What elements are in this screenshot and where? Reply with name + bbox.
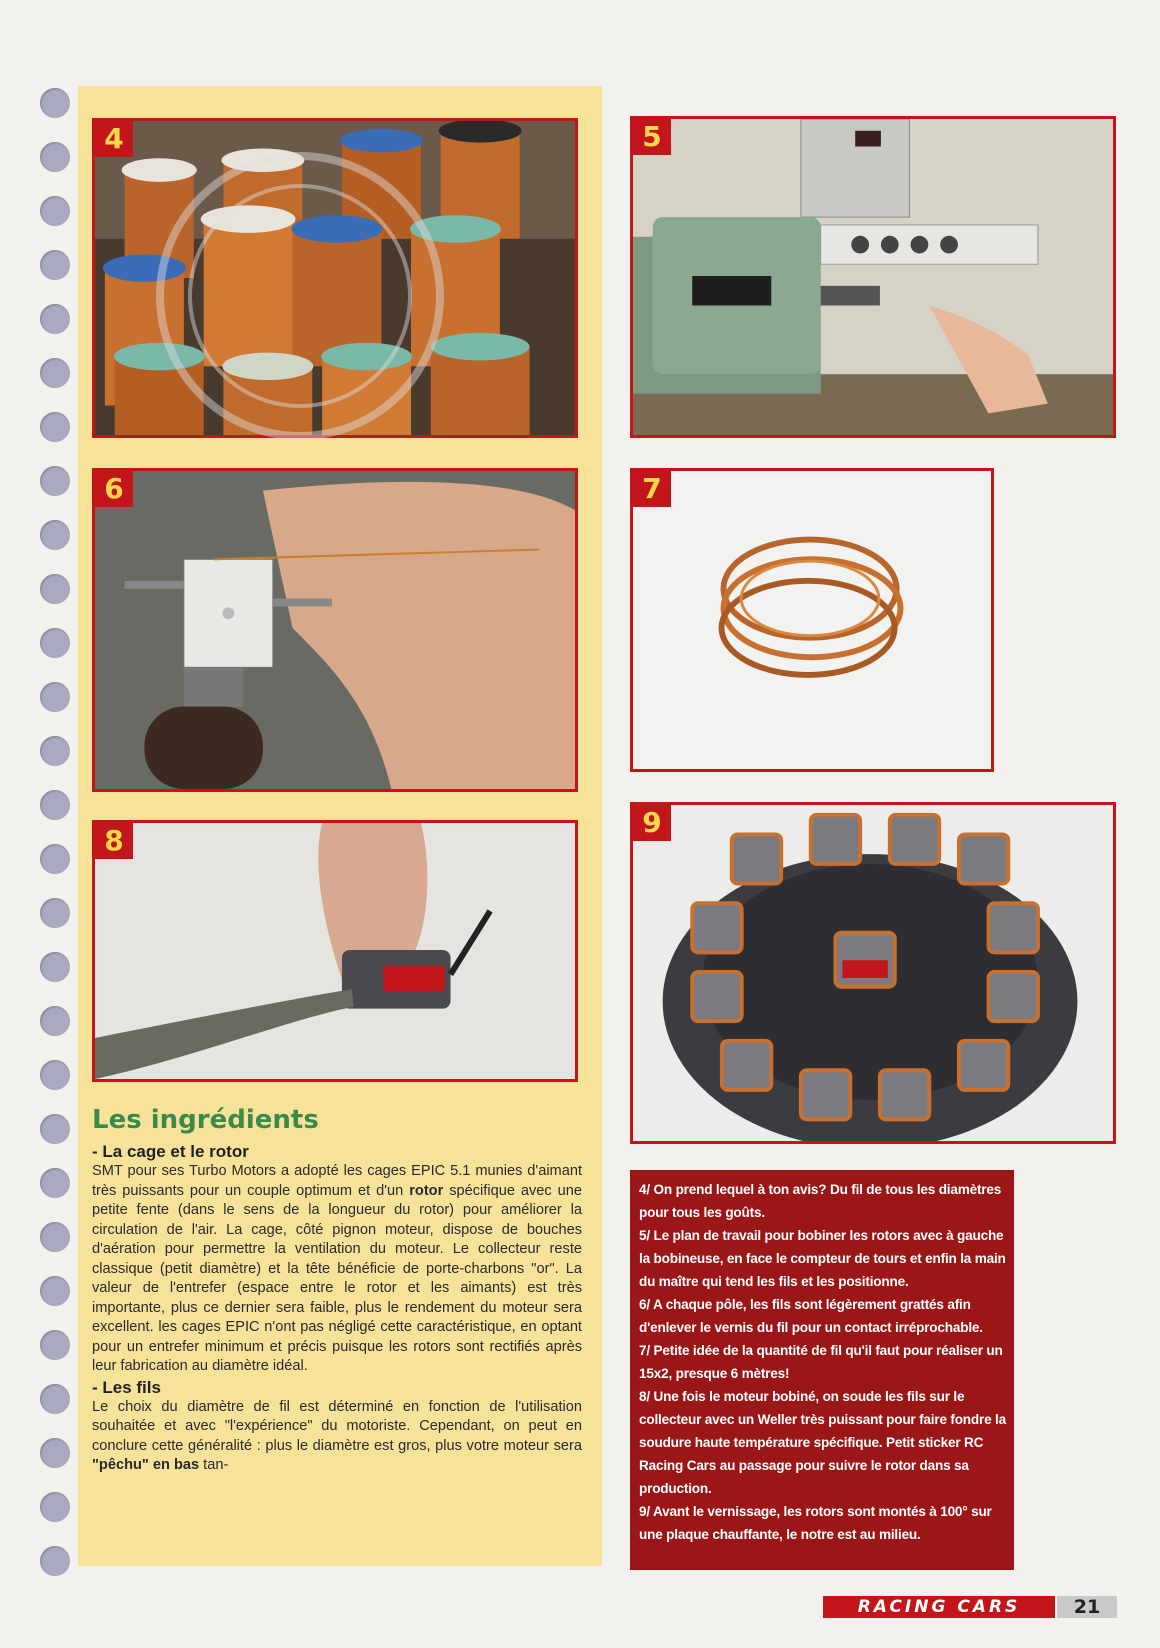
- photo-wire-coil: [630, 468, 994, 772]
- soldering-rotor-image: [95, 823, 575, 1079]
- punch-hole: [40, 88, 70, 118]
- punch-hole: [40, 1276, 70, 1306]
- punch-hole: [40, 952, 70, 982]
- magazine-brand-footer: RACING CARS: [823, 1596, 1055, 1618]
- punch-hole: [40, 682, 70, 712]
- photo-rotors-heating-plate: [630, 802, 1116, 1144]
- punch-hole: [40, 142, 70, 172]
- punch-hole: [40, 1384, 70, 1414]
- punch-hole: [40, 736, 70, 766]
- punch-hole: [40, 1330, 70, 1360]
- punch-hole: [40, 790, 70, 820]
- caption-9: 9/ Avant le vernissage, les rotors sont montés à 100° sur une plaque chauffante, le notre est au milieu.: [639, 1504, 992, 1542]
- section-paragraph-cage-rotor: [92, 1162, 582, 1377]
- photo-number: 9: [633, 805, 671, 841]
- paragraph-text: Le choix du diamètre de fil est déterminé en fonction de l'utilisation souhaitée et avec "l'expérience" du motoriste. Cependant, on peut en conclure cette généralité : plus le diamètre est gros, plus votre moteur sera: [92, 1398, 582, 1454]
- wire-coil-image: [633, 471, 991, 769]
- caption-8: 8/ Une fois le moteur bobiné, on soude les fils sur le collecteur avec un Weller très puissant pour faire fondre la soudure haute température spécifique. Petit sticker RC Racing Cars au passage pour suivre le rotor dans sa production.: [639, 1389, 1006, 1496]
- punch-hole: [40, 628, 70, 658]
- caption-5: 5/ Le plan de travail pour bobiner les rotors avec à gauche la bobineuse, en face le compteur de tours et enfin la main du maître qui tend les fils et les positionne.: [639, 1228, 1006, 1289]
- scraping-wires-image: [95, 471, 575, 789]
- punch-hole: [40, 1222, 70, 1252]
- photo-soldering-rotor: [92, 820, 578, 1082]
- paragraph-bold-text: rotor: [409, 1182, 444, 1199]
- paragraph-text: tan-: [199, 1457, 229, 1473]
- caption-6: 6/ A chaque pôle, les fils sont légèrement grattés afin d'enlever le vernis du fil pour un contact irréprochable.: [639, 1297, 983, 1335]
- winding-machine-image: [633, 119, 1113, 435]
- punch-hole: [40, 844, 70, 874]
- paragraph-text: spécifique avec une petite fente (dans le sens de la longueur du rotor) pour améliorer la circulation de l'air. La cage, côté pignon moteur, dispose de bouches d'aération pour permettre la ventilation du moteur. Le collecteur reste classique (petit diamètre) et la tête bénéficie de porte-charbons "or". La valeur de l'entrefer (espace entre le rotor et les aimants) est très importante, plus ce dernier sera faible, plus le rendement du moteur sera excellent. les cages EPIC n'ont pas négligé cette caractéristique, en optant pour un entrefer minimum et précis puisque les rotors sont rectifiés après leur fabrication au diamètre idéal.: [92, 1182, 582, 1374]
- punch-hole: [40, 1114, 70, 1144]
- photo-number: 7: [633, 471, 671, 507]
- punch-hole: [40, 1006, 70, 1036]
- punch-hole: [40, 1168, 70, 1198]
- section-heading-cage-rotor: - La cage et le rotor: [92, 1142, 249, 1161]
- article-title: Les ingrédients: [92, 1105, 319, 1135]
- punch-hole: [40, 304, 70, 334]
- punch-hole: [40, 1546, 70, 1576]
- photo-number: 5: [633, 119, 671, 155]
- punch-hole: [40, 196, 70, 226]
- punch-hole: [40, 1492, 70, 1522]
- punch-hole: [40, 250, 70, 280]
- punch-hole: [40, 1438, 70, 1468]
- paragraph-bold-text: "pêchu" en bas: [92, 1457, 200, 1473]
- photo-scraping-wires: [92, 468, 578, 792]
- section-heading-wires: - Les fils: [92, 1377, 161, 1397]
- punch-hole: [40, 520, 70, 550]
- punch-hole: [40, 358, 70, 388]
- photo-number: 8: [95, 823, 133, 859]
- rotors-heating-plate-image: [633, 805, 1113, 1141]
- photo-number: 6: [95, 471, 133, 507]
- caption-4: 4/ On prend lequel à ton avis? Du fil de tous les diamètres pour tous les goûts.: [639, 1182, 1002, 1220]
- section-paragraph-wires: [92, 1398, 582, 1476]
- photo-number: 4: [95, 121, 133, 157]
- punch-hole: [40, 1060, 70, 1090]
- caption-7: 7/ Petite idée de la quantité de fil qu'il faut pour réaliser un 15x2, presque 6 mètres!: [639, 1343, 1003, 1381]
- punch-hole: [40, 574, 70, 604]
- page-number: 21: [1057, 1596, 1117, 1618]
- article-body: [92, 1105, 582, 1476]
- punch-hole: [40, 898, 70, 928]
- photo-captions-box: [630, 1170, 1014, 1570]
- collector-stamp-watermark: [150, 96, 450, 496]
- punch-hole: [40, 466, 70, 496]
- paragraph-text: SMT pour ses Turbo Motors a adopté les cages EPIC 5.1 munies d'aimant très puissants pour un couple optimum et d'un: [92, 1163, 582, 1199]
- photo-winding-workbench: [630, 116, 1116, 438]
- punch-hole: [40, 412, 70, 442]
